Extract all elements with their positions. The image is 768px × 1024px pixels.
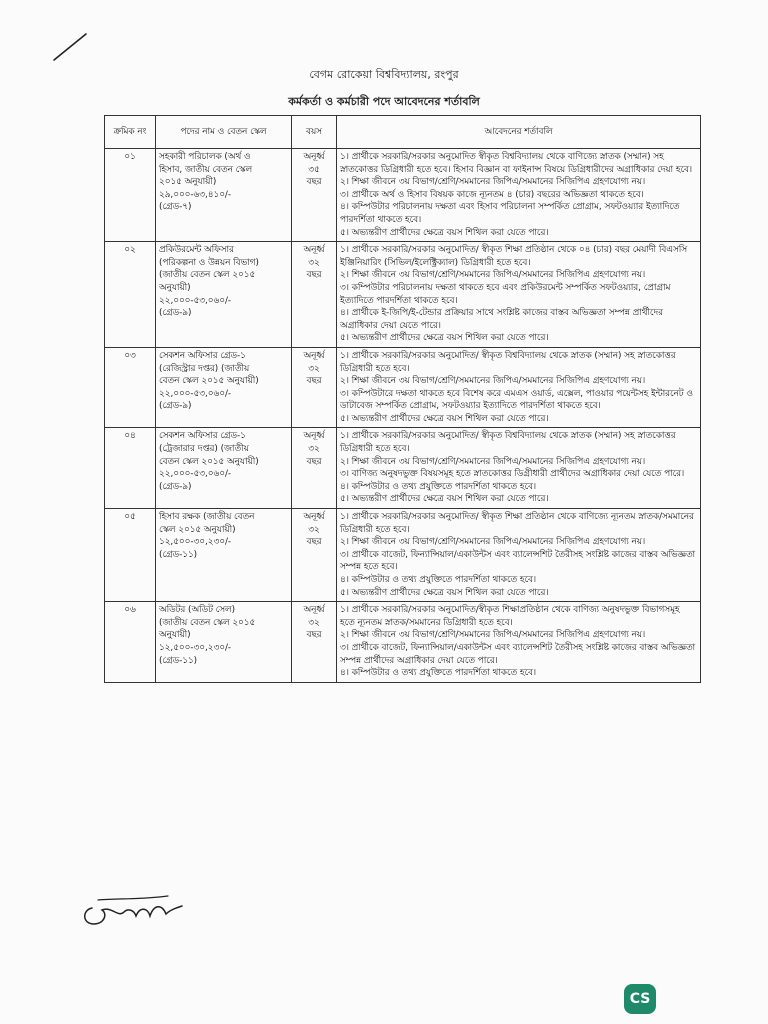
condition-item: ৫। অভ্যন্তরীণ প্রার্থীদের ক্ষেত্রে বয়স শিথিল করা যেতে পারে। — [340, 333, 549, 344]
post-line: ২০১৫ অনুযায়ী) — [159, 177, 217, 188]
post-line: স্কেল ২০১৫ অনুযায়ী) — [159, 524, 236, 535]
post-line: (গ্রেড-৯) — [159, 401, 192, 412]
post-line: (রেজিস্ট্রার দপ্তর) (জাতীয় — [159, 363, 250, 374]
age-line: বছর — [306, 630, 322, 641]
condition-item: ২। শিক্ষা জীবনে ৩য় বিভাগ/শ্রেণি/সমমানের জিপিএ/সমমানের সিজিপিএ গ্রহণযোগ্য নয়। — [340, 177, 646, 188]
post-line: (গ্রেড-৯) — [159, 308, 192, 319]
post-line: (পরিকল্পনা ও উন্নয়ন বিভাগ) — [159, 257, 259, 268]
column-header-conditions: আবেদনের শর্তাবলি — [337, 116, 701, 149]
serial-cell: ০৪ — [105, 428, 156, 509]
post-line: (ট্রেজারার দপ্তর) (জাতীয় — [159, 444, 249, 455]
post-line: বেতন স্কেল ২০১৫ অনুযায়ী) — [159, 456, 259, 467]
post-line: (গ্রেড-৯) — [159, 481, 192, 492]
pen-stroke-icon — [50, 30, 90, 64]
post-line: অনুযায়ী) — [159, 630, 191, 641]
condition-item: ৫। অভ্যন্তরীণ প্রার্থীদের ক্ষেত্রে বয়স শিথিল করা যেতে পারে। — [340, 413, 549, 424]
post-cell — [156, 149, 292, 242]
conditions-cell — [337, 242, 701, 348]
post-line: (জাতীয় বেতন স্কেল ২০১৫ — [159, 270, 256, 281]
age-line: বছর — [306, 376, 322, 387]
age-line: বছর — [306, 456, 322, 467]
post-line: প্রকিউরমেন্ট অফিসার — [159, 245, 234, 256]
condition-item: ২। শিক্ষা জীবনে ৩য় বিভাগ/শ্রেণি/সমমানের জিপিএ/সমমানের সিজিপিএ গ্রহণযোগ্য নয়। — [340, 630, 646, 641]
serial-cell: ০৫ — [105, 509, 156, 602]
table-row — [105, 149, 701, 242]
condition-item: ৩। প্রার্থীকে অর্থ ও হিসাব বিষয়ক কাজে ন্যূনতম ৪ (চার) বছরের অভিজ্ঞতা থাকতে হবে। — [340, 189, 644, 200]
conditions-cell — [337, 149, 701, 242]
age-line: ৩২ — [308, 444, 320, 455]
post-line: হিসাব, জাতীয় বেতন স্কেল — [159, 164, 253, 175]
condition-item: ৫। অভ্যন্তরীণ প্রার্থীদের ক্ষেত্রে বয়স শিথিল করা যেতে পারে। — [340, 227, 549, 238]
age-line: ৩২ — [308, 257, 320, 268]
table-row — [105, 602, 701, 683]
age-line: অনূর্ধ্ব — [303, 512, 325, 523]
conditions-cell — [337, 428, 701, 509]
post-cell — [156, 347, 292, 428]
post-cell — [156, 509, 292, 602]
conditions-cell — [337, 602, 701, 683]
condition-item: ২। শিক্ষা জীবনে ৩য় বিভাগ/শ্রেণি/সমমানের জিপিএ/সমমানের সিজিপিএ গ্রহণযোগ্য নয়। — [340, 537, 646, 548]
post-line: ২২,০০০-৫৩,০৬০/- — [159, 388, 232, 399]
condition-item: ৩। প্রার্থীকে বাজেট, ফিন্যান্সিয়াল/একাউন্টস এবং ব্যালেন্সশিট তৈরীসহ সংশ্লিষ্ট কাজের বাস্তব অভিজ্ঞতা সম্পন্ন হতে হবে। — [340, 549, 696, 573]
serial-cell: ০১ — [105, 149, 156, 242]
condition-item: ৪। কম্পিউটার ও তথ্য প্রযুক্তিতে পারদর্শিতা থাকতে হবে। — [340, 481, 537, 492]
age-line: ৩২ — [308, 617, 320, 628]
table-body — [105, 149, 701, 683]
serial-cell: ০৩ — [105, 347, 156, 428]
age-line: বছর — [306, 270, 322, 281]
post-line: বেতন স্কেল ২০১৫ অনুযায়ী) — [159, 376, 259, 387]
age-cell — [292, 428, 337, 509]
condition-item: ২। শিক্ষা জীবনে ৩য় বিভাগ/শ্রেণি/সমমানের জিপিএ/সমমানের সিজিপিএ গ্রহণযোগ্য নয়। — [340, 270, 646, 281]
condition-item: ৫। অভ্যন্তরীণ প্রার্থীদের ক্ষেত্রে বয়স শিথিল করা যেতে পারে। — [340, 494, 549, 505]
university-name: বেগম রোকেয়া বিশ্ববিদ্যালয়, রংপুর — [309, 68, 459, 81]
post-cell — [156, 242, 292, 348]
age-cell — [292, 347, 337, 428]
condition-item: ৩। প্রার্থীকে বাজেট, ফিন্যান্সিয়াল/একাউন্টস এবং ব্যালেন্সশিট তৈরীসহ সংশ্লিষ্ট কাজের বাস্তব অভিজ্ঞতা সম্পন্ন প্রার্থীদের অগ্রাধিকার দেয়া যেতে পারে। — [340, 642, 696, 666]
post-cell — [156, 602, 292, 683]
table-row — [105, 509, 701, 602]
serial-cell: ০৬ — [105, 602, 156, 683]
age-cell — [292, 242, 337, 348]
condition-item: ৪। কম্পিউটার পরিচালনায় দক্ষতা এবং হিসাব পরিচালনা সম্পর্কিত প্রোগ্রাম, সফটওয়্যার ইত্যাদিতে পারদর্শিতা থাকতে হবে। — [340, 202, 680, 225]
age-cell — [292, 149, 337, 242]
condition-item: ১। প্রার্থীকে সরকারি/সরকার অনুমোদিত/স্বীকৃত শিক্ষাপ্রতিষ্ঠান থেকে বাণিজ্য অনুষদভুক্ত বিভাগসমূহ হতে ন্যূনতম স্নাতক/সমমানের ডিগ্রিধারী হতে হবে। — [340, 605, 680, 628]
serial-cell: ০২ — [105, 242, 156, 348]
column-header-age: বয়স — [292, 116, 337, 149]
condition-item: ১। প্রার্থীকে সরকারি/সরকার অনুমোদিত স্বীকৃত বিশ্ববিদ্যালয় থেকে বাণিজ্যে স্নাতক (সম্মান) সহ স্নাতকোত্তর ডিগ্রিধারী হতে হবে। হিসাব বিজ্ঞান বা ফাইনান্স বিষয়ে ডিগ্রিধারীদের অগ্রাধিকার দেয়া হবে। — [340, 152, 693, 175]
condition-item: ৩। বাণিজ্য অনুষদভুক্ত বিষয়সমূহ হতে স্নাতকোত্তর ডিগ্রীধারী প্রার্থীদের অগ্রাধিকার দেয়া যেতে পারে। — [340, 469, 685, 480]
age-line: বছর — [306, 537, 322, 548]
post-line: ২২,০০০-৫৩,০৬০/- — [159, 469, 232, 480]
age-line: ৩২ — [308, 524, 320, 535]
age-line: ৩২ — [308, 363, 320, 374]
condition-item: ৩। কম্পিউটারে দক্ষতা থাকতে হবে বিশেষ করে এমএস ওয়ার্ড, এক্সেল, পাওয়ার পয়েন্টসহ ইন্টারনেট ও ডাটাবেজ সম্পর্কিত প্রোগ্রাম, সফটওয়্যার ইত্যাদিতে পারদর্শিতা থাকতে হবে। — [340, 388, 693, 412]
condition-item: ১। প্রার্থীকে সরকারি/সরকার অনুমোদিত/ স্বীকৃত শিক্ষা প্রতিষ্ঠান থেকে বাণিজ্যে ন্যূনতম স্নাতক/সমমানের ডিগ্রিধারী হতে হবে। — [340, 512, 694, 535]
condition-item: ১। প্রার্থীকে সরকারি/সরকার অনুমোদিত/ স্বীকৃত বিশ্ববিদ্যালয় থেকে স্নাতক (সম্মান) সহ স্নাতকোত্তর ডিগ্রিধারী হতে হবে। — [340, 350, 676, 374]
post-line: (জাতীয় বেতন স্কেল ২০১৫ — [159, 617, 256, 628]
column-header-serial: ক্রমিক নং — [105, 116, 156, 149]
condition-item: ৪। কম্পিউটার ও তথ্য প্রযুক্তিতে পারদর্শিতা থাকতে হবে। — [340, 575, 537, 585]
post-line: (গ্রেড-৭) — [159, 202, 192, 213]
post-line: সেকশন অফিসার গ্রেড-১ — [159, 350, 246, 361]
post-line: (গ্রেড-১১) — [159, 549, 198, 560]
table-row — [105, 347, 701, 428]
condition-item: ৫। অভ্যন্তরীণ প্রার্থীদের ক্ষেত্রে বয়স শিথিল করা যেতে পারে। — [340, 587, 549, 598]
condition-item: ২। শিক্ষা জীবনে ৩য় বিভাগ/শ্রেণি/সমমানের জিপিএ/সমমানের সিজিপিএ গ্রহণযোগ্য নয়। — [340, 456, 646, 467]
table-row — [105, 242, 701, 348]
post-line: অডিটর (অডিট সেল) — [159, 605, 236, 616]
condition-item: ৪। কম্পিউটার ও তথ্য প্রযুক্তিতে পারদর্শিতা থাকতে হবে। — [340, 668, 537, 679]
post-line: ২৯,০০০-৬৩,৪১০/- — [159, 189, 232, 200]
page-title: কর্মকর্তা ও কর্মচারী পদে আবেদনের শর্তাবলি — [288, 95, 480, 108]
condition-item: ২। শিক্ষা জীবনে ৩য় বিভাগ/শ্রেণি/সমমানের জিপিএ/সমমানের সিজিপিএ গ্রহণযোগ্য নয়। — [340, 376, 646, 387]
conditions-cell — [337, 347, 701, 428]
post-line: সহকারী পরিচালক (অর্থ ও — [159, 152, 251, 162]
age-line: ৩৫ — [308, 164, 320, 175]
age-line: অনূর্ধ্ব — [303, 152, 325, 162]
age-line: অনূর্ধ্ব — [303, 431, 325, 442]
age-line: অনূর্ধ্ব — [303, 605, 325, 616]
table-header-row — [105, 116, 701, 149]
post-line: ১২,৫০০-৩০,২৩০/- — [159, 537, 232, 548]
post-line: ২২,০০০-৫৩,০৬০/- — [159, 295, 232, 306]
condition-item: ৪। প্রার্থীকে ই-জিপি/ই-টেন্ডার প্রক্রিয়ার সাথে সংশ্লিষ্ট কাজের বাস্তব অভিজ্ঞতা সম্পন্ন প্রার্থীদের অগ্রাধিকার দেয়া যেতে পারে। — [340, 308, 663, 331]
condition-item: ১। প্রার্থীকে সরকারি/সরকার অনুমোদিত/ স্বীকৃত বিশ্ববিদ্যালয় থেকে স্নাতক (সম্মান) সহ স্নাতকোত্তর ডিগ্রিধারী হতে হবে। — [340, 431, 676, 455]
post-line: হিসাব রক্ষক (জাতীয় বেতন — [159, 512, 255, 523]
post-line: সেকশন অফিসার গ্রেড-১ — [159, 431, 246, 442]
table-row — [105, 428, 701, 509]
age-line: অনূর্ধ্ব — [303, 350, 325, 361]
age-cell — [292, 602, 337, 683]
condition-item: ১। প্রার্থীকে সরকারি/সরকার অনুমোদিত/ স্বীকৃত শিক্ষা প্রতিষ্ঠান থেকে ০৪ (চার) বছর মেয়াদী বিএসসি ইঞ্জিনিয়ারিং (সিভিল/ইলেক্ট্রিক্যাল) ডিগ্রিধারী হতে হবে। — [340, 245, 688, 268]
condition-item: ৩। কম্পিউটার পরিচালনায় দক্ষতা থাকতে হবে এবং প্রকিউরমেন্ট সম্পর্কিত সফটওয়্যার, প্রোগ্রাম ইত্যাদিতে পারদর্শিতা থাকতে হবে। — [340, 282, 671, 306]
age-line: বছর — [306, 177, 322, 188]
handwritten-signature — [78, 888, 188, 932]
camscanner-watermark: CS — [624, 984, 656, 1014]
age-cell — [292, 509, 337, 602]
conditions-table — [104, 115, 701, 683]
post-line: ১২,৫০০-৩০,২৩০/- — [159, 642, 232, 653]
post-line: (গ্রেড-১১) — [159, 655, 198, 666]
age-line: অনূর্ধ্ব — [303, 245, 325, 256]
post-cell — [156, 428, 292, 509]
conditions-cell — [337, 509, 701, 602]
post-line: অনুযায়ী) — [159, 282, 191, 293]
column-header-post: পদের নাম ও বেতন স্কেল — [156, 116, 292, 149]
